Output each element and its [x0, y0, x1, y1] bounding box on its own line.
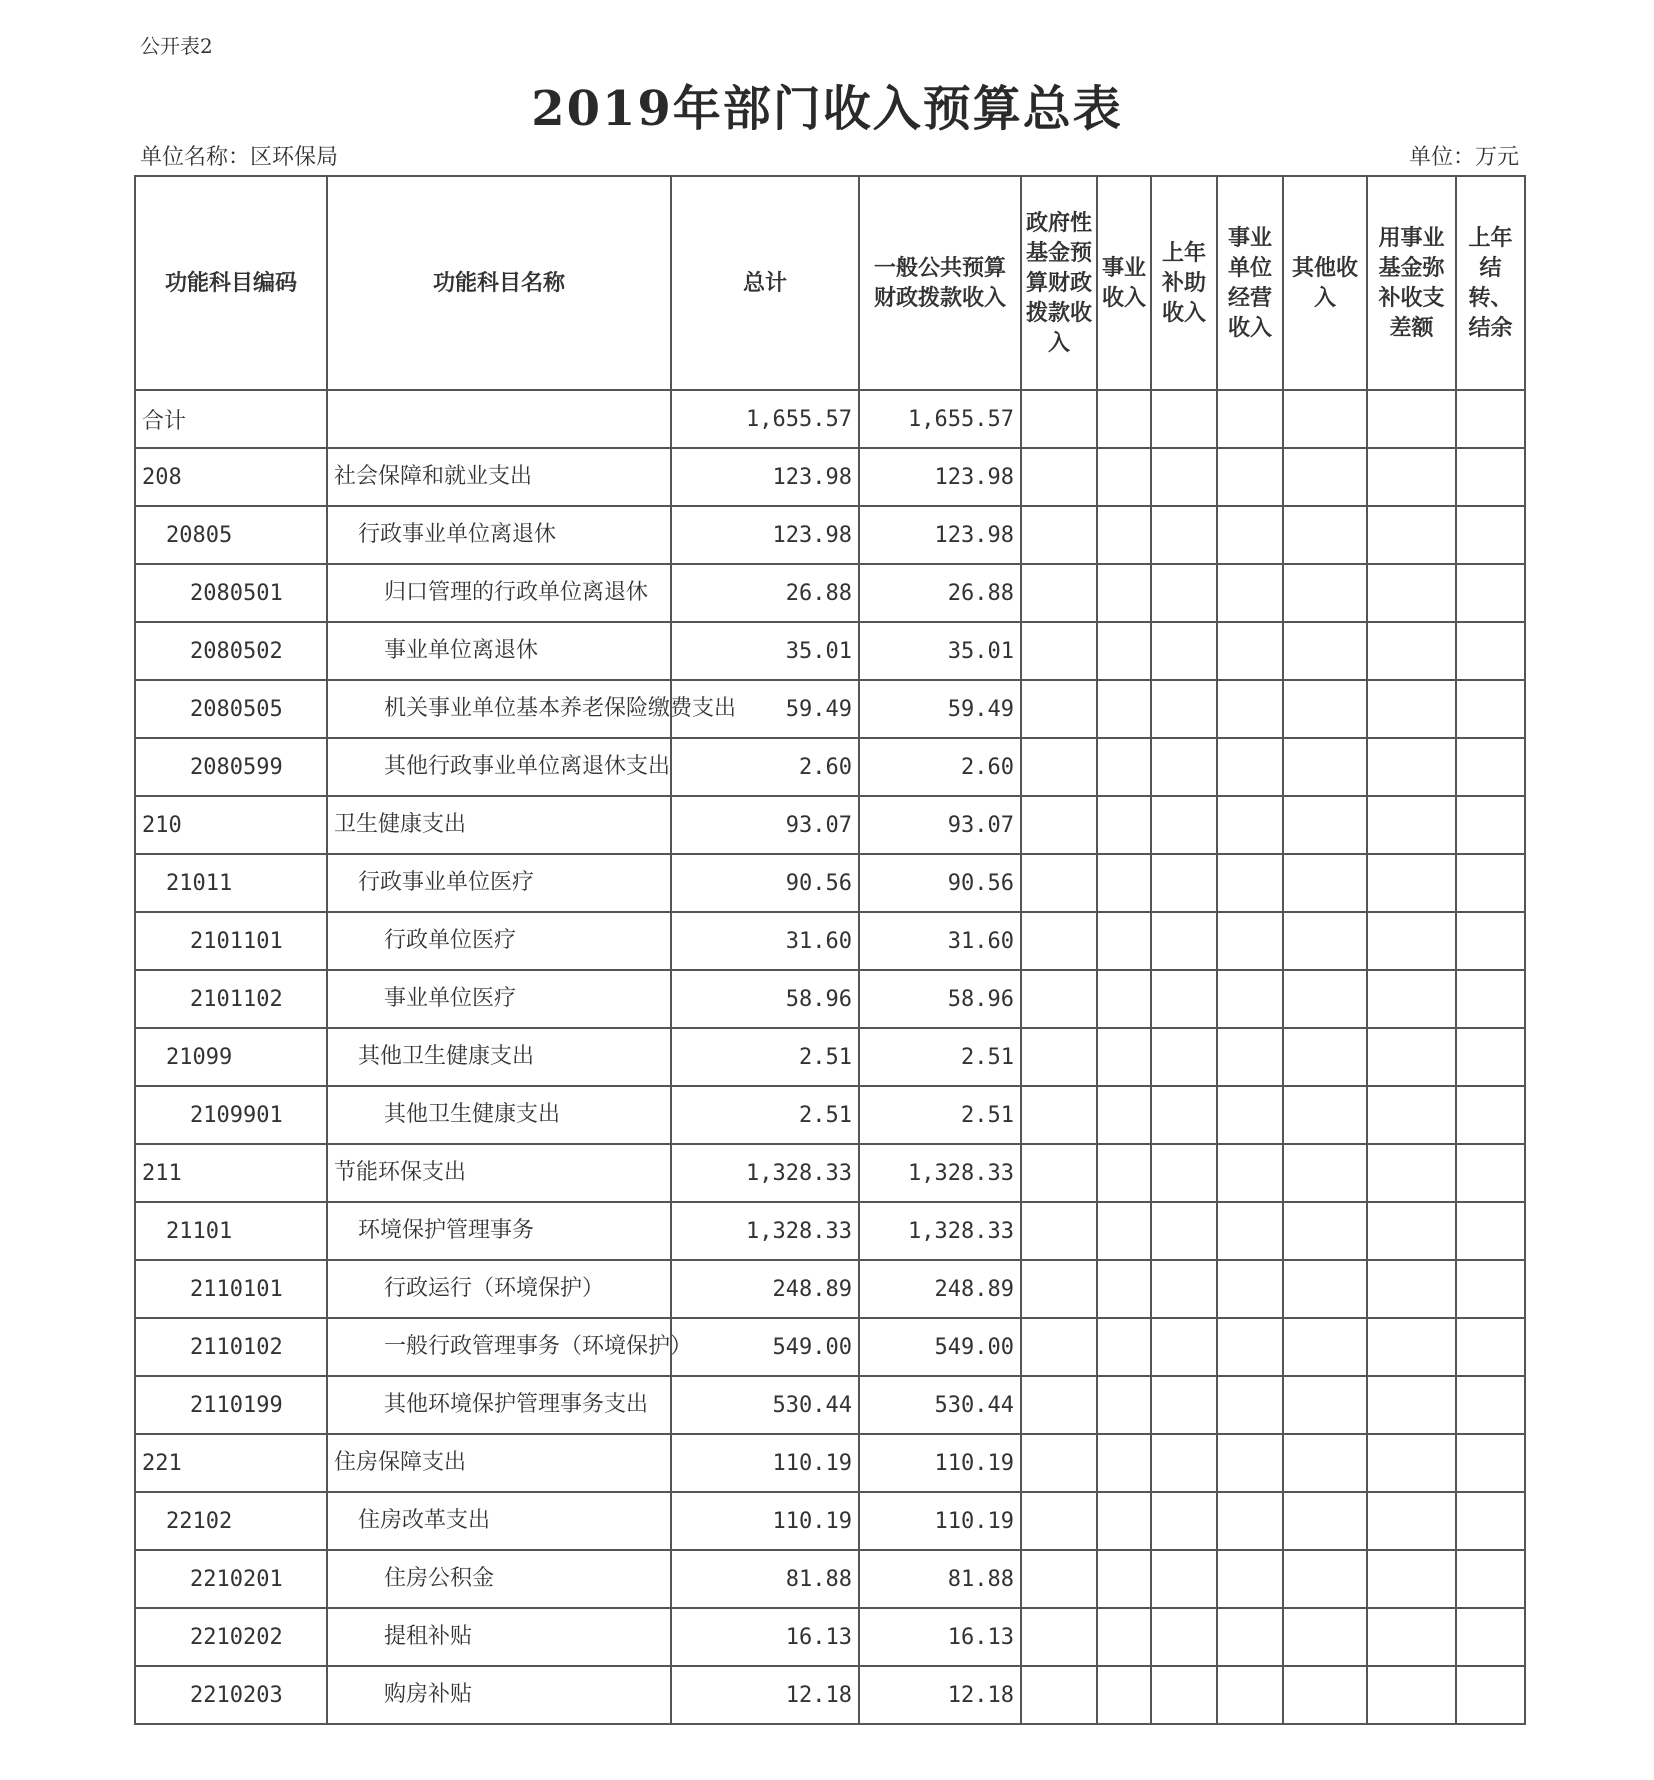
row-gov-fund-cell — [1021, 970, 1097, 1028]
row-other-income-cell — [1283, 854, 1367, 912]
row-other-income-cell — [1283, 1260, 1367, 1318]
row-total-cell: 58.96 — [671, 970, 859, 1028]
row-business-income-cell — [1097, 912, 1151, 970]
row-operating-income-cell — [1217, 738, 1283, 796]
row-other-income-cell — [1283, 738, 1367, 796]
table-body — [135, 390, 1525, 1724]
row-gov-fund-cell — [1021, 1086, 1097, 1144]
row-total-cell: 31.60 — [671, 912, 859, 970]
row-name-cell: 其他卫生健康支出 — [327, 1028, 671, 1086]
row-carryover-cell — [1456, 622, 1525, 680]
row-name-cell: 住房保障支出 — [327, 1434, 671, 1492]
row-carryover-cell — [1456, 564, 1525, 622]
row-code-cell: 21099 — [135, 1028, 327, 1086]
row-code-cell: 2080505 — [135, 680, 327, 738]
row-total-cell: 2.51 — [671, 1086, 859, 1144]
row-carryover-cell — [1456, 1028, 1525, 1086]
row-fund-offset-cell — [1367, 1550, 1456, 1608]
table-row — [135, 622, 1525, 680]
row-business-income-cell — [1097, 1202, 1151, 1260]
table-row — [135, 1434, 1525, 1492]
row-business-income-cell — [1097, 390, 1151, 448]
row-fund-offset-cell — [1367, 1260, 1456, 1318]
row-prior-subsidy-cell — [1151, 506, 1217, 564]
row-carryover-cell — [1456, 448, 1525, 506]
row-code-cell: 2080502 — [135, 622, 327, 680]
column-header-code: 功能科目编码 — [135, 176, 327, 390]
row-operating-income-cell — [1217, 448, 1283, 506]
row-code-cell: 2210201 — [135, 1550, 327, 1608]
row-total-cell: 110.19 — [671, 1434, 859, 1492]
row-total-cell: 90.56 — [671, 854, 859, 912]
row-gov-fund-cell — [1021, 1376, 1097, 1434]
row-business-income-cell — [1097, 1376, 1151, 1434]
row-gov-fund-cell — [1021, 912, 1097, 970]
row-other-income-cell — [1283, 680, 1367, 738]
row-prior-subsidy-cell — [1151, 1028, 1217, 1086]
row-business-income-cell — [1097, 680, 1151, 738]
row-gov-fund-cell — [1021, 1666, 1097, 1724]
row-carryover-cell — [1456, 970, 1525, 1028]
row-general-budget-cell: 26.88 — [859, 564, 1021, 622]
row-business-income-cell — [1097, 1028, 1151, 1086]
row-other-income-cell — [1283, 622, 1367, 680]
row-carryover-cell — [1456, 912, 1525, 970]
row-carryover-cell — [1456, 1260, 1525, 1318]
row-operating-income-cell — [1217, 1550, 1283, 1608]
row-other-income-cell — [1283, 448, 1367, 506]
row-general-budget-cell: 1,655.57 — [859, 390, 1021, 448]
row-prior-subsidy-cell — [1151, 912, 1217, 970]
row-gov-fund-cell — [1021, 738, 1097, 796]
row-operating-income-cell — [1217, 1260, 1283, 1318]
row-carryover-cell — [1456, 854, 1525, 912]
row-operating-income-cell — [1217, 1318, 1283, 1376]
row-other-income-cell — [1283, 912, 1367, 970]
row-gov-fund-cell — [1021, 564, 1097, 622]
column-header-total: 总计 — [671, 176, 859, 390]
row-total-cell: 123.98 — [671, 506, 859, 564]
row-general-budget-cell: 530.44 — [859, 1376, 1021, 1434]
row-operating-income-cell — [1217, 1144, 1283, 1202]
row-prior-subsidy-cell — [1151, 1144, 1217, 1202]
row-carryover-cell — [1456, 1666, 1525, 1724]
row-prior-subsidy-cell — [1151, 390, 1217, 448]
row-code-cell: 22102 — [135, 1492, 327, 1550]
table-row — [135, 912, 1525, 970]
row-code-cell: 208 — [135, 448, 327, 506]
row-other-income-cell — [1283, 1202, 1367, 1260]
table-row — [135, 448, 1525, 506]
row-general-budget-cell: 59.49 — [859, 680, 1021, 738]
row-gov-fund-cell — [1021, 1260, 1097, 1318]
row-total-cell: 1,655.57 — [671, 390, 859, 448]
row-total-cell: 530.44 — [671, 1376, 859, 1434]
row-general-budget-cell: 2.51 — [859, 1028, 1021, 1086]
row-operating-income-cell — [1217, 1608, 1283, 1666]
row-other-income-cell — [1283, 1376, 1367, 1434]
row-total-cell: 59.49 — [671, 680, 859, 738]
table-row — [135, 1608, 1525, 1666]
row-operating-income-cell — [1217, 680, 1283, 738]
row-gov-fund-cell — [1021, 390, 1097, 448]
row-code-cell: 210 — [135, 796, 327, 854]
row-carryover-cell — [1456, 680, 1525, 738]
column-header-gov-fund: 政府性基金预算财政拨款收入 — [1021, 176, 1097, 390]
row-carryover-cell — [1456, 1086, 1525, 1144]
row-other-income-cell — [1283, 796, 1367, 854]
row-name-cell: 住房公积金 — [327, 1550, 671, 1608]
row-name-cell: 购房补贴 — [327, 1666, 671, 1724]
row-name-cell: 其他环境保护管理事务支出 — [327, 1376, 671, 1434]
row-name-cell: 机关事业单位基本养老保险缴费支出 — [327, 680, 671, 738]
row-business-income-cell — [1097, 970, 1151, 1028]
table-row — [135, 1318, 1525, 1376]
row-carryover-cell — [1456, 1376, 1525, 1434]
row-gov-fund-cell — [1021, 1318, 1097, 1376]
row-gov-fund-cell — [1021, 680, 1097, 738]
row-general-budget-cell: 12.18 — [859, 1666, 1021, 1724]
row-carryover-cell — [1456, 390, 1525, 448]
row-prior-subsidy-cell — [1151, 564, 1217, 622]
row-general-budget-cell: 110.19 — [859, 1492, 1021, 1550]
row-fund-offset-cell — [1367, 390, 1456, 448]
row-business-income-cell — [1097, 1318, 1151, 1376]
row-operating-income-cell — [1217, 1376, 1283, 1434]
row-operating-income-cell — [1217, 1434, 1283, 1492]
row-general-budget-cell: 35.01 — [859, 622, 1021, 680]
row-other-income-cell — [1283, 1318, 1367, 1376]
row-other-income-cell — [1283, 390, 1367, 448]
row-total-cell: 81.88 — [671, 1550, 859, 1608]
row-name-cell: 一般行政管理事务（环境保护） — [327, 1318, 671, 1376]
row-general-budget-cell: 2.51 — [859, 1086, 1021, 1144]
table-row — [135, 564, 1525, 622]
row-carryover-cell — [1456, 738, 1525, 796]
row-code-cell: 2080599 — [135, 738, 327, 796]
table-row — [135, 970, 1525, 1028]
row-total-cell: 2.51 — [671, 1028, 859, 1086]
row-business-income-cell — [1097, 622, 1151, 680]
row-prior-subsidy-cell — [1151, 1318, 1217, 1376]
row-fund-offset-cell — [1367, 796, 1456, 854]
row-code-cell: 2109901 — [135, 1086, 327, 1144]
row-fund-offset-cell — [1367, 1202, 1456, 1260]
row-operating-income-cell — [1217, 970, 1283, 1028]
row-business-income-cell — [1097, 1666, 1151, 1724]
column-header-fund-offset: 用事业基金弥补收支差额 — [1367, 176, 1456, 390]
table-row — [135, 1376, 1525, 1434]
row-operating-income-cell — [1217, 854, 1283, 912]
column-header-business-income: 事业收入 — [1097, 176, 1151, 390]
row-gov-fund-cell — [1021, 1608, 1097, 1666]
row-business-income-cell — [1097, 796, 1151, 854]
row-total-cell: 110.19 — [671, 1492, 859, 1550]
row-total-cell: 123.98 — [671, 448, 859, 506]
row-fund-offset-cell — [1367, 1144, 1456, 1202]
row-general-budget-cell: 16.13 — [859, 1608, 1021, 1666]
table-row — [135, 854, 1525, 912]
row-code-cell: 211 — [135, 1144, 327, 1202]
table-row — [135, 738, 1525, 796]
row-fund-offset-cell — [1367, 738, 1456, 796]
row-fund-offset-cell — [1367, 912, 1456, 970]
row-prior-subsidy-cell — [1151, 1434, 1217, 1492]
row-gov-fund-cell — [1021, 1028, 1097, 1086]
row-business-income-cell — [1097, 506, 1151, 564]
table-row — [135, 1492, 1525, 1550]
row-code-cell: 2110102 — [135, 1318, 327, 1376]
table-row — [135, 796, 1525, 854]
row-other-income-cell — [1283, 1666, 1367, 1724]
row-gov-fund-cell — [1021, 448, 1097, 506]
row-prior-subsidy-cell — [1151, 1666, 1217, 1724]
row-other-income-cell — [1283, 1608, 1367, 1666]
row-prior-subsidy-cell — [1151, 1086, 1217, 1144]
row-total-cell: 248.89 — [671, 1260, 859, 1318]
row-carryover-cell — [1456, 1434, 1525, 1492]
row-general-budget-cell: 81.88 — [859, 1550, 1021, 1608]
row-fund-offset-cell — [1367, 854, 1456, 912]
row-fund-offset-cell — [1367, 1318, 1456, 1376]
row-business-income-cell — [1097, 1260, 1151, 1318]
row-operating-income-cell — [1217, 1666, 1283, 1724]
row-business-income-cell — [1097, 1086, 1151, 1144]
row-operating-income-cell — [1217, 796, 1283, 854]
row-business-income-cell — [1097, 1550, 1151, 1608]
row-name-cell: 提租补贴 — [327, 1608, 671, 1666]
row-name-cell: 住房改革支出 — [327, 1492, 671, 1550]
column-header-operating-income: 事业单位经营收入 — [1217, 176, 1283, 390]
row-fund-offset-cell — [1367, 970, 1456, 1028]
page-title: 2019年部门收入预算总表 — [531, 81, 1123, 137]
row-code-cell: 2210202 — [135, 1608, 327, 1666]
row-carryover-cell — [1456, 1144, 1525, 1202]
column-header-other-income: 其他收入 — [1283, 176, 1367, 390]
table-row — [135, 1144, 1525, 1202]
row-business-income-cell — [1097, 564, 1151, 622]
row-prior-subsidy-cell — [1151, 796, 1217, 854]
row-name-cell: 事业单位离退休 — [327, 622, 671, 680]
row-total-cell: 549.00 — [671, 1318, 859, 1376]
row-code-cell: 221 — [135, 1434, 327, 1492]
row-fund-offset-cell — [1367, 1666, 1456, 1724]
row-fund-offset-cell — [1367, 564, 1456, 622]
row-prior-subsidy-cell — [1151, 622, 1217, 680]
row-total-cell: 16.13 — [671, 1608, 859, 1666]
row-prior-subsidy-cell — [1151, 970, 1217, 1028]
form-number-label: 公开表2 — [140, 34, 213, 58]
row-operating-income-cell — [1217, 506, 1283, 564]
row-fund-offset-cell — [1367, 680, 1456, 738]
row-name-cell: 其他行政事业单位离退休支出 — [327, 738, 671, 796]
row-other-income-cell — [1283, 506, 1367, 564]
row-operating-income-cell — [1217, 622, 1283, 680]
row-carryover-cell — [1456, 1550, 1525, 1608]
row-code-cell: 2110101 — [135, 1260, 327, 1318]
row-code-cell: 2210203 — [135, 1666, 327, 1724]
table-header-row — [135, 176, 1525, 390]
row-fund-offset-cell — [1367, 448, 1456, 506]
row-code-cell: 21011 — [135, 854, 327, 912]
row-general-budget-cell: 110.19 — [859, 1434, 1021, 1492]
row-fund-offset-cell — [1367, 1434, 1456, 1492]
row-fund-offset-cell — [1367, 1376, 1456, 1434]
table-row — [135, 680, 1525, 738]
row-fund-offset-cell — [1367, 1608, 1456, 1666]
row-business-income-cell — [1097, 1144, 1151, 1202]
row-prior-subsidy-cell — [1151, 738, 1217, 796]
row-operating-income-cell — [1217, 390, 1283, 448]
budget-table — [134, 175, 1526, 1725]
row-general-budget-cell: 1,328.33 — [859, 1202, 1021, 1260]
row-business-income-cell — [1097, 854, 1151, 912]
row-fund-offset-cell — [1367, 1086, 1456, 1144]
row-gov-fund-cell — [1021, 1550, 1097, 1608]
row-name-cell: 事业单位医疗 — [327, 970, 671, 1028]
row-other-income-cell — [1283, 1144, 1367, 1202]
row-total-cell: 93.07 — [671, 796, 859, 854]
row-gov-fund-cell — [1021, 1434, 1097, 1492]
table-row — [135, 506, 1525, 564]
row-name-cell: 行政事业单位离退休 — [327, 506, 671, 564]
row-code-cell: 2101102 — [135, 970, 327, 1028]
row-fund-offset-cell — [1367, 506, 1456, 564]
row-general-budget-cell: 1,328.33 — [859, 1144, 1021, 1202]
table-row — [135, 390, 1525, 448]
row-prior-subsidy-cell — [1151, 448, 1217, 506]
row-carryover-cell — [1456, 506, 1525, 564]
row-other-income-cell — [1283, 1550, 1367, 1608]
row-code-cell: 合计 — [135, 390, 327, 448]
row-name-cell: 行政运行（环境保护） — [327, 1260, 671, 1318]
row-fund-offset-cell — [1367, 622, 1456, 680]
row-fund-offset-cell — [1367, 1028, 1456, 1086]
row-prior-subsidy-cell — [1151, 854, 1217, 912]
row-gov-fund-cell — [1021, 1202, 1097, 1260]
row-general-budget-cell: 93.07 — [859, 796, 1021, 854]
row-name-cell: 节能环保支出 — [327, 1144, 671, 1202]
row-total-cell: 1,328.33 — [671, 1202, 859, 1260]
row-name-cell: 其他卫生健康支出 — [327, 1086, 671, 1144]
row-name-cell — [327, 390, 671, 448]
row-operating-income-cell — [1217, 1028, 1283, 1086]
row-fund-offset-cell — [1367, 1492, 1456, 1550]
row-business-income-cell — [1097, 1608, 1151, 1666]
row-other-income-cell — [1283, 1086, 1367, 1144]
row-gov-fund-cell — [1021, 1144, 1097, 1202]
row-business-income-cell — [1097, 1434, 1151, 1492]
table-row — [135, 1666, 1525, 1724]
row-general-budget-cell: 549.00 — [859, 1318, 1021, 1376]
row-operating-income-cell — [1217, 1492, 1283, 1550]
row-prior-subsidy-cell — [1151, 1202, 1217, 1260]
row-operating-income-cell — [1217, 564, 1283, 622]
row-operating-income-cell — [1217, 1086, 1283, 1144]
row-code-cell: 2080501 — [135, 564, 327, 622]
row-prior-subsidy-cell — [1151, 1608, 1217, 1666]
row-other-income-cell — [1283, 1028, 1367, 1086]
row-carryover-cell — [1456, 796, 1525, 854]
column-header-name: 功能科目名称 — [327, 176, 671, 390]
row-name-cell: 卫生健康支出 — [327, 796, 671, 854]
row-other-income-cell — [1283, 1434, 1367, 1492]
column-header-carryover: 上年结转、结余 — [1456, 176, 1525, 390]
row-carryover-cell — [1456, 1492, 1525, 1550]
row-carryover-cell — [1456, 1318, 1525, 1376]
unit-name-label: 单位名称：区环保局 — [140, 145, 339, 170]
row-prior-subsidy-cell — [1151, 1376, 1217, 1434]
row-general-budget-cell: 31.60 — [859, 912, 1021, 970]
row-total-cell: 1,328.33 — [671, 1144, 859, 1202]
row-name-cell: 行政单位医疗 — [327, 912, 671, 970]
table-row — [135, 1260, 1525, 1318]
row-gov-fund-cell — [1021, 506, 1097, 564]
row-prior-subsidy-cell — [1151, 1492, 1217, 1550]
row-code-cell: 2110199 — [135, 1376, 327, 1434]
row-other-income-cell — [1283, 564, 1367, 622]
row-total-cell: 12.18 — [671, 1666, 859, 1724]
row-general-budget-cell: 123.98 — [859, 506, 1021, 564]
row-name-cell: 环境保护管理事务 — [327, 1202, 671, 1260]
row-name-cell: 归口管理的行政单位离退休 — [327, 564, 671, 622]
table-row — [135, 1086, 1525, 1144]
row-general-budget-cell: 123.98 — [859, 448, 1021, 506]
row-other-income-cell — [1283, 970, 1367, 1028]
row-gov-fund-cell — [1021, 854, 1097, 912]
row-business-income-cell — [1097, 738, 1151, 796]
row-gov-fund-cell — [1021, 796, 1097, 854]
row-name-cell: 行政事业单位医疗 — [327, 854, 671, 912]
row-other-income-cell — [1283, 1492, 1367, 1550]
row-carryover-cell — [1456, 1202, 1525, 1260]
column-header-prior-subsidy: 上年补助收入 — [1151, 176, 1217, 390]
table-row — [135, 1202, 1525, 1260]
row-name-cell: 社会保障和就业支出 — [327, 448, 671, 506]
row-code-cell: 2101101 — [135, 912, 327, 970]
row-general-budget-cell: 248.89 — [859, 1260, 1021, 1318]
currency-unit-label: 单位：万元 — [1408, 145, 1519, 170]
row-prior-subsidy-cell — [1151, 1550, 1217, 1608]
row-prior-subsidy-cell — [1151, 1260, 1217, 1318]
row-total-cell: 35.01 — [671, 622, 859, 680]
row-gov-fund-cell — [1021, 1492, 1097, 1550]
row-operating-income-cell — [1217, 912, 1283, 970]
row-general-budget-cell: 58.96 — [859, 970, 1021, 1028]
row-code-cell: 21101 — [135, 1202, 327, 1260]
table-row — [135, 1028, 1525, 1086]
column-header-general-budget: 一般公共预算财政拨款收入 — [859, 176, 1021, 390]
row-total-cell: 26.88 — [671, 564, 859, 622]
row-code-cell: 20805 — [135, 506, 327, 564]
row-business-income-cell — [1097, 1492, 1151, 1550]
row-prior-subsidy-cell — [1151, 680, 1217, 738]
table-row — [135, 1550, 1525, 1608]
row-general-budget-cell: 2.60 — [859, 738, 1021, 796]
row-gov-fund-cell — [1021, 622, 1097, 680]
row-business-income-cell — [1097, 448, 1151, 506]
row-operating-income-cell — [1217, 1202, 1283, 1260]
row-carryover-cell — [1456, 1608, 1525, 1666]
row-total-cell: 2.60 — [671, 738, 859, 796]
row-general-budget-cell: 90.56 — [859, 854, 1021, 912]
